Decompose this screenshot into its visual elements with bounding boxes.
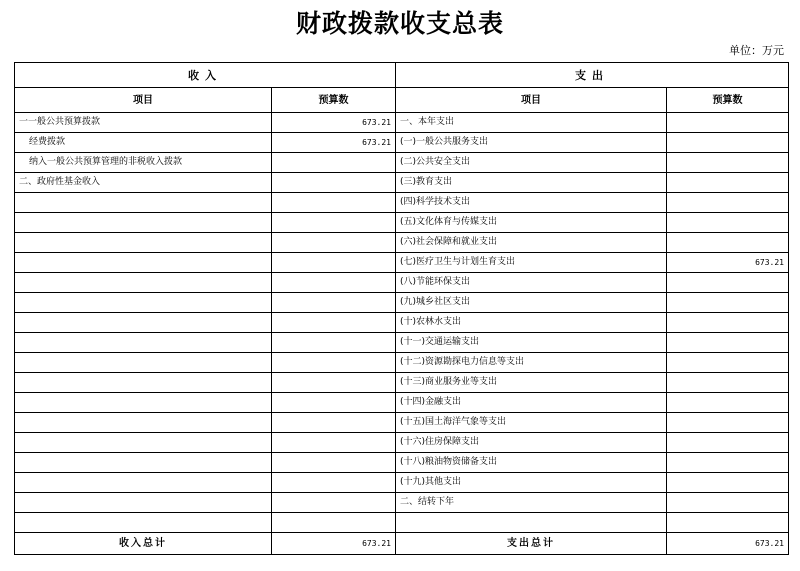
income-amount-header: 预算数 bbox=[272, 88, 396, 113]
income-item-header: 项目 bbox=[15, 88, 272, 113]
income-amount-cell bbox=[272, 193, 396, 213]
expense-item-cell: (七)医疗卫生与计划生育支出 bbox=[396, 253, 667, 273]
income-item-cell: 一一般公共预算拨款 bbox=[15, 113, 272, 133]
expense-amount-cell bbox=[667, 213, 789, 233]
expense-item-cell bbox=[396, 513, 667, 533]
total-row bbox=[15, 533, 789, 555]
income-item-cell bbox=[15, 433, 272, 453]
income-amount-cell bbox=[272, 353, 396, 373]
expense-total-label: 支出总计 bbox=[396, 533, 667, 555]
budget-table bbox=[14, 62, 789, 555]
table-row bbox=[15, 173, 789, 193]
income-amount-cell bbox=[272, 293, 396, 313]
table-row bbox=[15, 253, 789, 273]
expense-amount-cell bbox=[667, 513, 789, 533]
expense-amount-cell bbox=[667, 433, 789, 453]
income-item-cell bbox=[15, 353, 272, 373]
income-item-cell bbox=[15, 293, 272, 313]
table-row bbox=[15, 313, 789, 333]
income-item-cell bbox=[15, 213, 272, 233]
income-amount-cell: 673.21 bbox=[272, 113, 396, 133]
expense-amount-cell: 673.21 bbox=[667, 253, 789, 273]
income-total-label: 收入总计 bbox=[15, 533, 272, 555]
unit-label: 单位：万元 bbox=[729, 44, 784, 57]
income-item-cell bbox=[15, 193, 272, 213]
expense-total-value: 673.21 bbox=[667, 533, 789, 555]
table-row bbox=[15, 353, 789, 373]
table-row bbox=[15, 333, 789, 353]
expense-item-cell: (十五)国土海洋气象等支出 bbox=[396, 413, 667, 433]
expense-item-cell: (四)科学技术支出 bbox=[396, 193, 667, 213]
expense-amount-cell bbox=[667, 493, 789, 513]
expense-item-header: 项目 bbox=[396, 88, 667, 113]
income-item-cell bbox=[15, 233, 272, 253]
table-row bbox=[15, 433, 789, 453]
table-row bbox=[15, 293, 789, 313]
expense-amount-cell bbox=[667, 473, 789, 493]
table-row bbox=[15, 393, 789, 413]
expense-amount-cell bbox=[667, 333, 789, 353]
income-amount-cell bbox=[272, 453, 396, 473]
income-amount-cell bbox=[272, 273, 396, 293]
income-amount-cell bbox=[272, 213, 396, 233]
expense-item-cell: (十八)粮油物资储备支出 bbox=[396, 453, 667, 473]
table-row bbox=[15, 133, 789, 153]
income-amount-cell bbox=[272, 433, 396, 453]
table-row bbox=[15, 453, 789, 473]
expense-item-cell: (十)农林水支出 bbox=[396, 313, 667, 333]
expense-amount-cell bbox=[667, 113, 789, 133]
expense-item-cell: 二、结转下年 bbox=[396, 493, 667, 513]
table-row bbox=[15, 473, 789, 493]
expense-section-label: 支出 bbox=[396, 63, 789, 88]
section-header-row bbox=[15, 63, 789, 88]
income-item-cell bbox=[15, 413, 272, 433]
table-row bbox=[15, 513, 789, 533]
income-amount-cell: 673.21 bbox=[272, 133, 396, 153]
expense-amount-cell bbox=[667, 133, 789, 153]
expense-amount-cell bbox=[667, 193, 789, 213]
income-amount-cell bbox=[272, 413, 396, 433]
expense-amount-cell bbox=[667, 393, 789, 413]
expense-item-cell: (五)文化体育与传媒支出 bbox=[396, 213, 667, 233]
expense-item-cell: (十四)金融支出 bbox=[396, 393, 667, 413]
expense-item-cell: (八)节能环保支出 bbox=[396, 273, 667, 293]
table-row bbox=[15, 213, 789, 233]
expense-item-cell: (九)城乡社区支出 bbox=[396, 293, 667, 313]
income-amount-cell bbox=[272, 233, 396, 253]
expense-item-cell: (三)教育支出 bbox=[396, 173, 667, 193]
expense-item-cell: (十二)资源勘探电力信息等支出 bbox=[396, 353, 667, 373]
table-row bbox=[15, 193, 789, 213]
income-amount-cell bbox=[272, 473, 396, 493]
income-item-cell bbox=[15, 513, 272, 533]
page-title: 财政拨款收支总表 bbox=[295, 9, 504, 38]
income-amount-cell bbox=[272, 153, 396, 173]
expense-amount-cell bbox=[667, 153, 789, 173]
income-item-cell bbox=[15, 373, 272, 393]
expense-amount-cell bbox=[667, 273, 789, 293]
expense-item-cell: (十一)交通运输支出 bbox=[396, 333, 667, 353]
expense-item-cell: (十六)住房保障支出 bbox=[396, 433, 667, 453]
expense-item-cell: (二)公共安全支出 bbox=[396, 153, 667, 173]
income-item-cell bbox=[15, 333, 272, 353]
table-row bbox=[15, 373, 789, 393]
table-row bbox=[15, 233, 789, 253]
income-total-value: 673.21 bbox=[272, 533, 396, 555]
income-item-cell bbox=[15, 313, 272, 333]
income-amount-cell bbox=[272, 373, 396, 393]
income-item-cell: 经费拨款 bbox=[15, 133, 272, 153]
income-section-label: 收入 bbox=[15, 63, 396, 88]
income-item-cell: 二、政府性基金收入 bbox=[15, 173, 272, 193]
income-item-cell bbox=[15, 473, 272, 493]
expense-amount-cell bbox=[667, 453, 789, 473]
income-amount-cell bbox=[272, 493, 396, 513]
expense-item-cell: (一)一般公共服务支出 bbox=[396, 133, 667, 153]
income-amount-cell bbox=[272, 253, 396, 273]
expense-amount-cell bbox=[667, 293, 789, 313]
expense-amount-cell bbox=[667, 233, 789, 253]
income-item-cell bbox=[15, 393, 272, 413]
income-amount-cell bbox=[272, 513, 396, 533]
table-row bbox=[15, 273, 789, 293]
table-row bbox=[15, 113, 789, 133]
table-row bbox=[15, 493, 789, 513]
income-item-cell: 纳入一般公共预算管理的非税收入拨款 bbox=[15, 153, 272, 173]
expense-item-cell: (六)社会保障和就业支出 bbox=[396, 233, 667, 253]
expense-item-cell: (十九)其他支出 bbox=[396, 473, 667, 493]
income-item-cell bbox=[15, 253, 272, 273]
income-amount-cell bbox=[272, 393, 396, 413]
income-amount-cell bbox=[272, 173, 396, 193]
expense-amount-header: 预算数 bbox=[667, 88, 789, 113]
income-item-cell bbox=[15, 493, 272, 513]
column-header-row bbox=[15, 88, 789, 113]
income-item-cell bbox=[15, 273, 272, 293]
expense-item-cell: (十三)商业服务业等支出 bbox=[396, 373, 667, 393]
table-row bbox=[15, 153, 789, 173]
income-amount-cell bbox=[272, 313, 396, 333]
income-item-cell bbox=[15, 453, 272, 473]
income-amount-cell bbox=[272, 333, 396, 353]
expense-item-cell: 一、本年支出 bbox=[396, 113, 667, 133]
expense-amount-cell bbox=[667, 173, 789, 193]
expense-amount-cell bbox=[667, 353, 789, 373]
expense-amount-cell bbox=[667, 373, 789, 393]
table-row bbox=[15, 413, 789, 433]
expense-amount-cell bbox=[667, 313, 789, 333]
expense-amount-cell bbox=[667, 413, 789, 433]
